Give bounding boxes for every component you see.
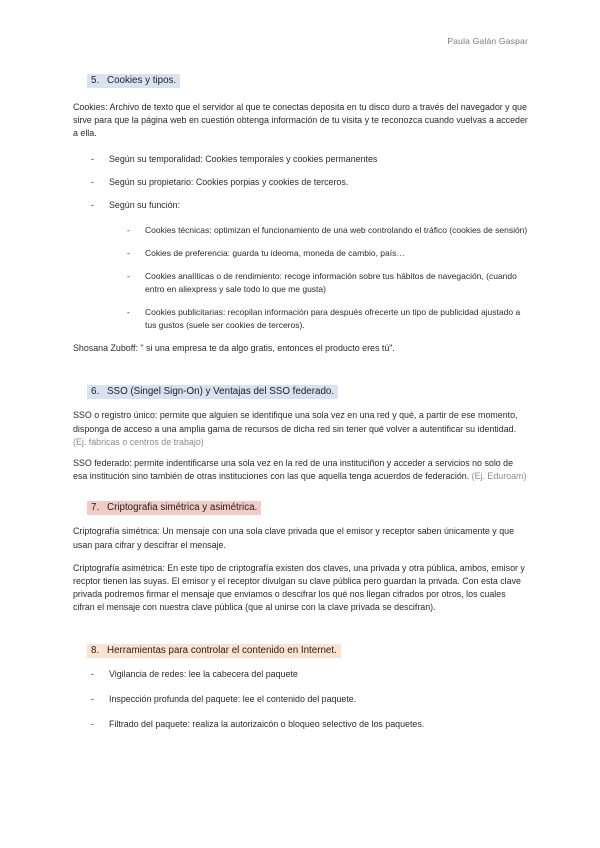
section-7-heading	[87, 501, 261, 515]
list-item: - Filtrado del paquete: realiza la autorizaicón o bloqueo selectivo de los paquetes.	[73, 718, 528, 731]
list-item: - Vigilancia de redes: lee la cabecera del paquete	[73, 668, 528, 681]
list-item: - Según su temporalidad: Cookies temporales y cookies permanentes	[73, 153, 528, 166]
sso-text: SSO o registro único: permite que alguien se identifique una sola vez en una red y qué, a partir de ese momento, disponga de acceso a una amplia gama de recursos de dicha red sin tener qué volver a autentificar su identidad.	[73, 410, 518, 434]
internet-tools-list	[73, 668, 528, 732]
section-5-number: 5.	[91, 75, 100, 86]
sublist-item: - Cokies de preferencia: guarda tu ideoma, moneda de cambio, país…	[73, 247, 528, 260]
cookies-definition: Cookies: Archivo de texto que el servidor al que te conectas deposita en tu disco duro a través del navegador y que sirve para que la página web en cuestión obtenga información de tu visita y te reconozca cuando vuelvas a acceder a ella.	[73, 102, 528, 139]
section-7-number: 7.	[91, 502, 100, 514]
asymmetric-crypto-paragraph: Criptografía asimétrica: En este tipo de criptografía existen dos claves, una privada y otra pública, ambos, emisor y recptor tienen las suyas. El emisor y el receptor divulgan su clave pública pero guardan la privada. Con esta clave privada podremos firmar el mensaje que enviamos o descifrar los qué nos llegan cifrados por otros, los cuales cifran el mensaje con nuestra clave pública (que al unirse con la clave privada se descifran).	[73, 562, 525, 613]
list-item: - Según su función:	[73, 199, 528, 212]
zuboff-quote: Shosana Zuboff: " si una empresa te da algo gratis, entonces el producto eres tú".	[73, 343, 395, 354]
section-8-title: Herramientas para controlar el contenido en Internet.	[107, 644, 337, 656]
section-6-number: 6.	[91, 386, 100, 398]
section-7-title: Criptografia simétrica y asimétrica.	[107, 502, 258, 514]
sso-federado-text: SSO federado: permite indentificarse una sola vez en la red de una instituciñon y acceder a servicios no solo de esa institución sino también de otras instituciones con las que aquella tenga acuerdos de federación.	[73, 458, 514, 482]
sublist-item: - Cookies publicitarias: recopilan información para después ofrecerte un tipo de publicidad ajustado a tus gustos (suele ser cookies de terceros).	[73, 306, 528, 332]
symmetric-crypto-paragraph: Criptografía simétrica: Un mensaje con una sola clave privada que el emisor y receptor saben únicamente y que usan para cifrar y descifrar el mensaje.	[73, 526, 515, 550]
document-content	[73, 70, 528, 731]
list-item: - Inspección profunda del paquete: lee el contenido del paquete.	[73, 693, 528, 706]
section-6-heading	[87, 385, 338, 399]
section-8-heading	[87, 644, 341, 658]
list-item: - Según su propietario: Cookies porpias y cookies de terceros.	[73, 176, 528, 189]
sso-federado-example: (Ej. Eduroam)	[471, 471, 527, 482]
sublist-item: - Cookies técnicas: optimizan el funcionamiento de una web controlando el tráfico (cookies de sensión)	[73, 224, 528, 237]
section-5-heading	[87, 74, 180, 88]
sso-paragraph	[73, 409, 528, 449]
section-8-number: 8.	[91, 644, 100, 656]
sso-example: (Ej. fábricas o centros de trabajo)	[73, 436, 204, 447]
cookies-type-list	[73, 153, 528, 213]
section-6-title: SSO (Singel Sign-On) y Ventajas del SSO federado.	[107, 386, 335, 398]
cookies-function-sublist	[73, 224, 528, 332]
sublist-item: - Cookies analíticas o de rendimiento: recoge información sobre tus hábitos de navegación, (cuando entro en aliexpress y sale todo lo que me gusta)	[73, 270, 528, 296]
sso-federado-paragraph	[73, 457, 528, 483]
author-name: Paula Galán Gaspar	[447, 36, 528, 46]
section-5-title: Cookies y tipos.	[107, 75, 177, 86]
